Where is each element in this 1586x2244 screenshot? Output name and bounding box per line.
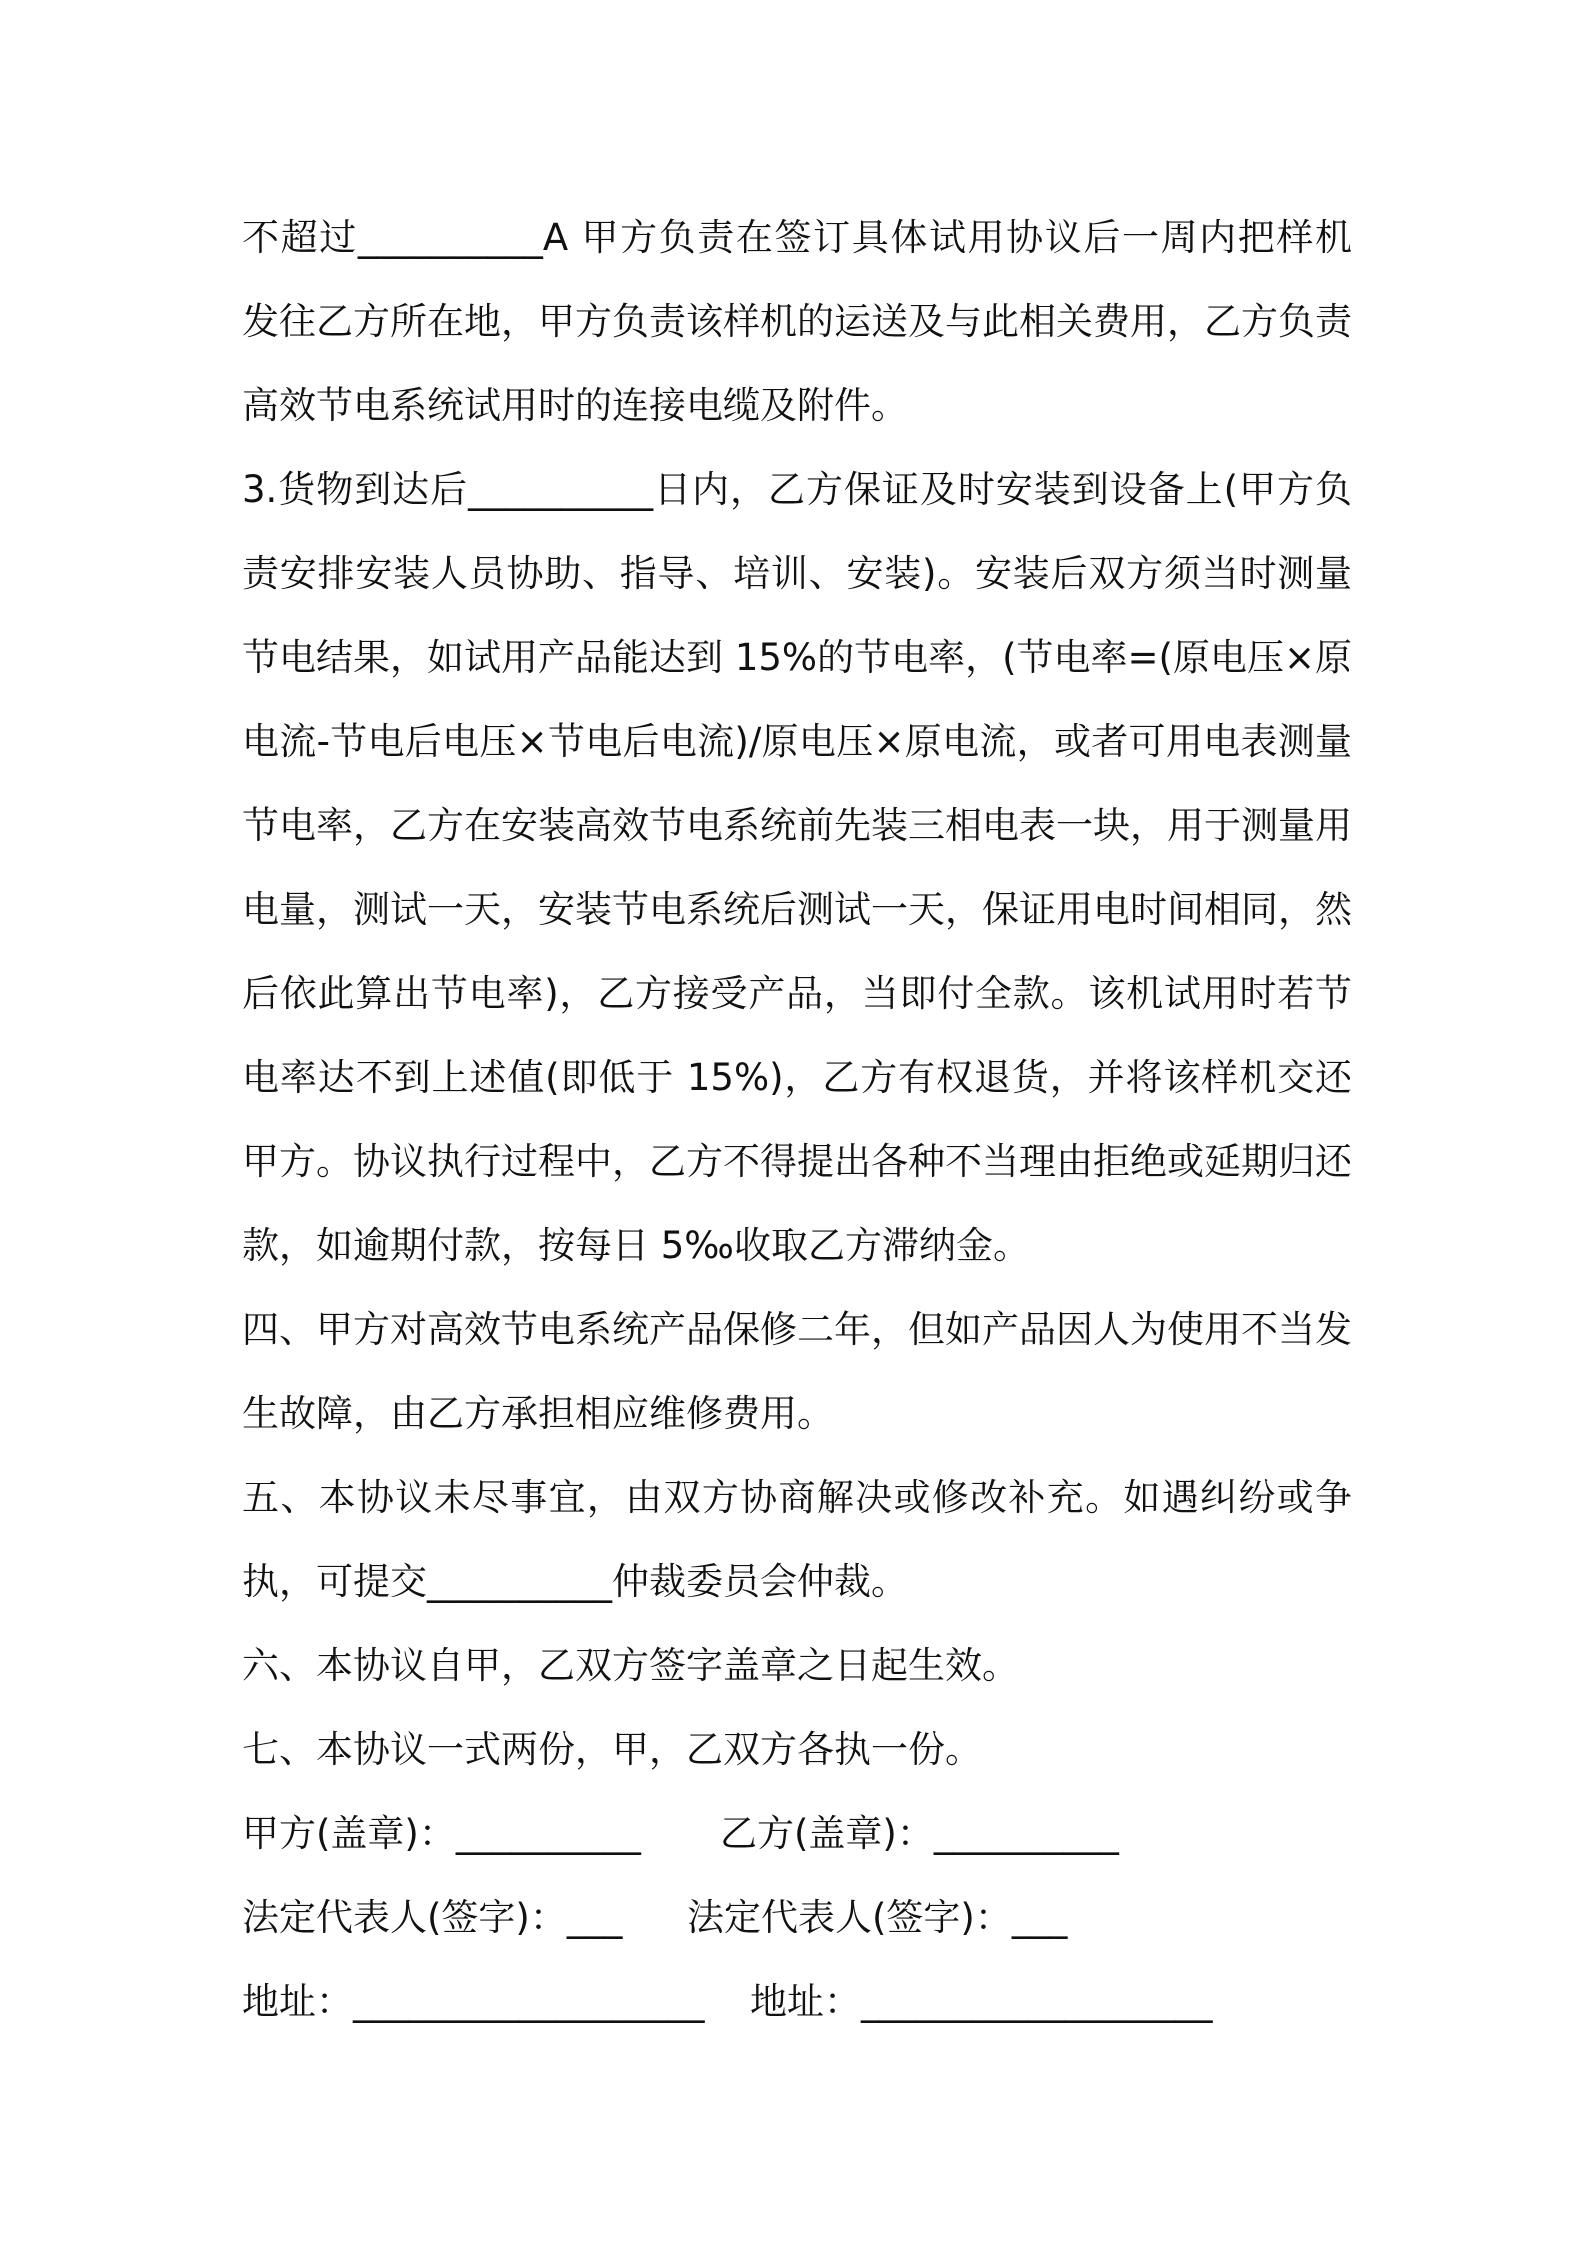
party-b-representative-field: 法定代表人(签字)：___ — [687, 1896, 1068, 1939]
party-a-seal-field: 甲方(盖章)：__________ — [242, 1812, 641, 1855]
paragraph-installation-terms: 3.货物到达后__________日内，乙方保证及时安装到设备上(甲方负责安排安装人员协助、指导、培训、安装)。安装后双方须当时测量节电结果，如试用产品能达到 15%的节电率，(节电率=(原电压×原电流-节电后电压×节电后电流)/原电压×原电流，或者可用电表测量节电率，乙方在安装高效节电系统前先装三相电表一块，用于测量用电量，测试一天，安装节电系统后测试一天，保证用电时间相同，然后依此算出节电率)，乙方接受产品，当即付全款。该机试用时若节电率达不到上述值(即低于 15%)，乙方有权退货，并将该样机交还甲方。协议执行过程中，乙方不得提出各种不当理由拒绝或延期归还款，如逾期付款，按每日 5‰收取乙方滞纳金。 — [242, 468, 1352, 1267]
signature-row-seal — [242, 1792, 1352, 1876]
signature-row-representative — [242, 1876, 1352, 1960]
signature-row-address — [242, 1960, 1352, 2044]
paragraph-effective-date: 六、本协议自甲，乙双方签字盖章之日起生效。 — [242, 1644, 1019, 1687]
paragraph-warranty: 四、甲方对高效节电系统产品保修二年，但如产品因人为使用不当发生故障，由乙方承担相应维修费用。 — [242, 1308, 1352, 1435]
party-b-address-field: 地址：___________________ — [750, 1980, 1213, 2023]
document-body — [242, 196, 1352, 2044]
paragraph-copies: 七、本协议一式两份，甲，乙双方各执一份。 — [242, 1728, 982, 1771]
party-b-seal-field: 乙方(盖章)：__________ — [720, 1812, 1119, 1855]
paragraph-disputes: 五、本协议未尽事宜，由双方协商解决或修改补充。如遇纠纷或争执，可提交__________仲裁委员会仲裁。 — [242, 1476, 1352, 1603]
party-a-representative-field: 法定代表人(签字)：___ — [242, 1896, 623, 1939]
party-a-address-field: 地址：___________________ — [242, 1980, 705, 2023]
paragraph-sample-delivery: 不超过__________A 甲方负责在签订具体试用协议后一周内把样机发往乙方所在地，甲方负责该样机的运送及与此相关费用，乙方负责高效节电系统试用时的连接电缆及附件。 — [242, 216, 1352, 427]
